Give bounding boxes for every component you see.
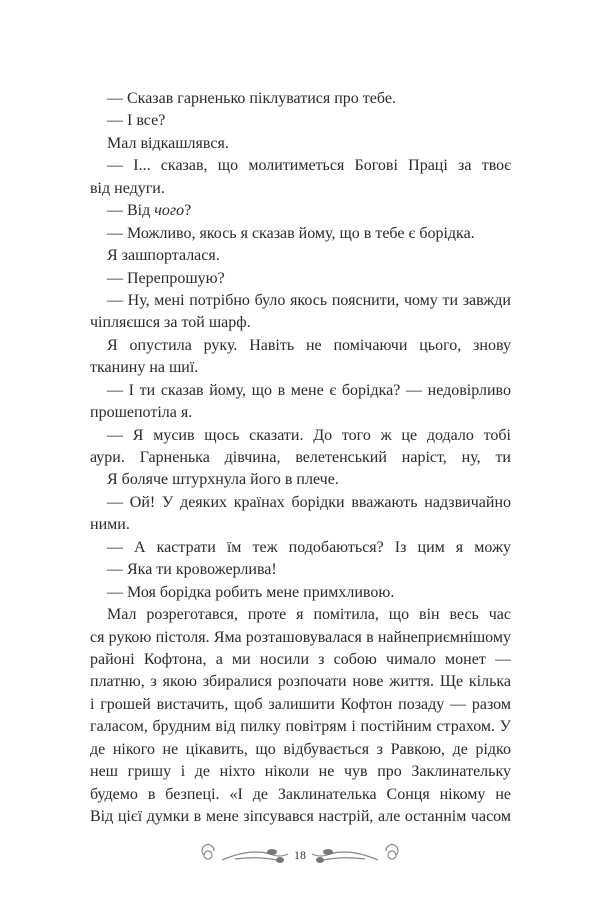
text-line: районі Кофтона, а ми носили з собою чимало монет — [90, 650, 511, 668]
text-line: — І все? [107, 112, 166, 130]
text-line: Я боляче штурхнула його в плече. [107, 471, 339, 489]
text-line: Я опустила руку. Навіть не помічаючи цього, знову [107, 336, 511, 354]
page-number: 18 [294, 848, 306, 862]
text-span: ? [184, 202, 192, 220]
text-line: — Моя борідка робить мене примхливою. [107, 583, 395, 601]
book-page-text [90, 88, 511, 828]
text-line: Від цієї думки в мене зіпсувався настрій, але останнім часом [90, 808, 511, 825]
text-line: будемо в безпеці. «І де Заклинателька Сонця нікому не [90, 785, 511, 803]
text-line: — Ну, мені потрібно було якось пояснити, чому ти завжди [107, 291, 511, 309]
text-line: — Я мусив щось сказати. До того ж це додало тобі [107, 426, 511, 444]
text-line: і грошей вистачить, щоб залишити Кофтон позаду — разом [90, 695, 511, 713]
text-line: — І... сказав, що молитиметься Богові Праці за твоє [107, 157, 511, 175]
text-line: — Можливо, якось я сказав йому, що в тебе є борідка. [107, 224, 475, 242]
text-line: Мал відкашлявся. [107, 134, 229, 152]
text-line [90, 200, 511, 222]
text-line: — Сказав гарненько піклуватися про тебе. [107, 90, 396, 107]
text-line: — І ти сказав йому, що в мене є борідка? — недовірливо [107, 381, 511, 399]
text-line: аури. Гарненька дівчина, велетенський наріст, ну, ти [90, 449, 511, 466]
text-line: тканину на шиї. [90, 359, 199, 377]
text-line: від недуги. [90, 179, 165, 197]
text-line: галасом, брудним від пилку повітрям і постійним страхом. У [90, 718, 511, 736]
text-line: прошепотіла я. [90, 404, 193, 422]
italic-word: чого [154, 202, 185, 220]
text-line: чіпляєшся за той шарф. [90, 314, 251, 332]
text-line: де нікого не цікавить, що відбувається з Равкою, де рідко [90, 740, 511, 758]
text-line: ся рукою пістоля. Яма розташовувалася в найнеприємнішому [90, 628, 511, 646]
text-line: неш гришу і де ніхто ніколи не чув про Заклинательку [90, 763, 511, 781]
text-line: — Перепрошую? [107, 269, 225, 287]
text-line: ними. [90, 516, 130, 534]
text-line: платню, з якою збиралися розпочати нове життя. Ще кілька [90, 673, 511, 691]
text-span: — Від [107, 202, 155, 220]
text-line: Мал розреготався, проте я помітила, що він весь час [107, 606, 511, 624]
text-line: — А кастрати їм теж подобаються? Із цим я можу [107, 538, 511, 556]
text-line: — Яка ти кровожерлива! [107, 561, 277, 579]
text-line: — Ой! У деяких країнах борідки вважають надзвичайно [107, 493, 511, 511]
page-footer [0, 838, 600, 874]
text-line: Я зашпорталася. [107, 247, 220, 265]
